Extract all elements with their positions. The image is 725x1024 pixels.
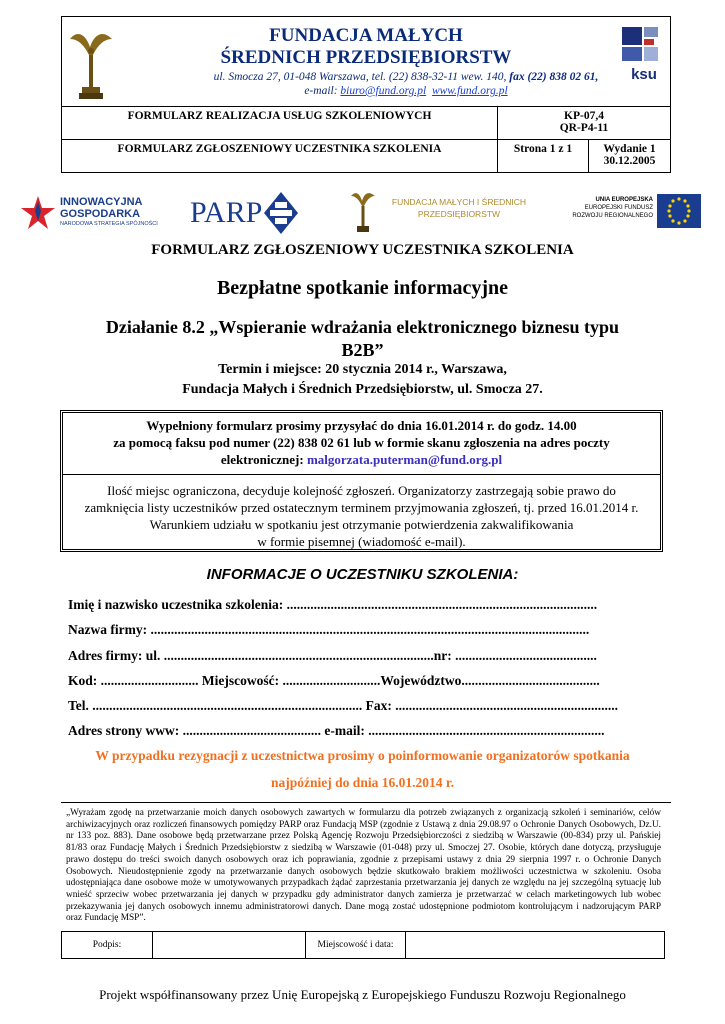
term-line2: Fundacja Małych i Średnich Przedsiębiorstw, ul. Smocza 27. [182, 382, 543, 397]
rules-line1: Ilość miejsc ograniczona, decyduje kolejność zgłoszeń. Organizatorzy zastrzegają sobie prawo do [107, 483, 616, 498]
fmsp-statue-icon [350, 188, 376, 234]
edition-cell [589, 140, 671, 173]
deadline-line2: za pomocą faksu pod numer (22) 838 02 61 lub w formie skanu zgłoszenia na adres poczty [113, 435, 610, 450]
signature-label: Podpis: [62, 932, 153, 959]
eu-line3: ROZWOJU REGIONALNEGO [572, 213, 653, 219]
parp-symbol-icon [264, 192, 298, 234]
cancellation-warning-line1: W przypadku rezygnacji z uczestnictwa prosimy o poinformowanie organizatorów spotkania [95, 748, 630, 763]
fmsp-line2: PRZEDSIĘBIORSTW [417, 209, 501, 219]
edition-date: 30.12.2005 [603, 155, 656, 167]
company-address-field[interactable]: Adres firmy: ul. ................................................................................nr: .......................................... [68, 648, 597, 663]
phone-fax-field[interactable]: Tel. ................................................................................ Fax: .................................................................. [68, 698, 618, 713]
eu-flag-icon [657, 194, 701, 228]
org-contact [182, 85, 630, 97]
document-info-table [61, 106, 671, 173]
address-text: ul. Smocza 27, 01-048 Warszawa, tel. (22) 838-32-11 wew. 140, [213, 71, 507, 83]
signature-table [61, 931, 665, 959]
email-link[interactable]: biuro@fund.org.pl [340, 85, 427, 97]
eu-line2: EUROPEJSKI FUNDUSZ [584, 205, 653, 211]
parp-logo [190, 192, 300, 236]
term-line1: Termin i miejsce: 20 stycznia 2014 r., Warszawa, [218, 362, 507, 377]
form-code-cell [498, 107, 671, 140]
innowacyjna-gospodarka-logo [20, 190, 160, 236]
deadline-line1: Wypełniony formularz prosimy przysyłać do dnia 16.01.2014 r. do godz. 14.00 [146, 418, 577, 433]
form-name-cell: FORMULARZ ZGŁOSZENIOWY UCZESTNIKA SZKOLENIA [62, 140, 498, 173]
deadline-line3 [63, 451, 660, 468]
action-line1: Działanie 8.2 „Wspieranie wdrażania elektronicznego biznesu typu [105, 317, 620, 337]
org-name-line2: ŚREDNICH PRZEDSIĘBIORSTW [220, 47, 512, 68]
form-type-cell: FORMULARZ REALIZACJA USŁUG SZKOLENIOWYCH [62, 107, 498, 140]
fmsp-line1: FUNDACJA MAŁYCH I ŚREDNICH [391, 197, 527, 207]
website-email-field[interactable]: Adres strony www: ......................................... e-mail: ...................................................................... [68, 723, 605, 738]
form-code-2: QR-P4-11 [559, 122, 609, 134]
ig-line3: NARODOWA STRATEGIA SPÓJNOŚCI [60, 221, 158, 227]
divider [61, 802, 671, 803]
ksu-logo-text: ksu [631, 66, 657, 83]
action-title [60, 316, 665, 362]
place-date-field[interactable] [406, 932, 665, 959]
ig-star-icon [20, 194, 56, 232]
event-title: Bezpłatne spotkanie informacyjne [216, 277, 509, 299]
signature-field[interactable] [153, 932, 306, 959]
fmsp-logo [350, 188, 540, 236]
org-name-line1: FUNDACJA MAŁYCH [269, 25, 463, 46]
form-title: FORMULARZ ZGŁOSZENIOWY UCZESTNIKA SZKOLENIA [151, 242, 574, 258]
parp-text: PARP [190, 196, 263, 229]
footer-text: Projekt współfinansowany przez Unię Europejską z Europejskiego Funduszu Rozwoju Regionalnego [99, 987, 626, 1002]
company-name-field[interactable]: Nazwa firmy: .................................................................................................................................. [68, 622, 590, 637]
notice-box [60, 410, 663, 552]
data-consent-text: „Wyrażam zgodę na przetwarzanie moich danych osobowych zawartych w formularzu dla potrzeb związanych z organizacją szkoleń i seminariów, celów archiwizacyjnych oraz rozliczeń finansowych pomiędzy PARP oraz Fundacją MSP (zgodnie z Ustawą z dnia 29.08.97 o Ochronie Danych Osobowych, Dz.U. nr 133 poz. 883). Dane osobowe będą przetwarzane przez Polską Agencję Rozwoju Przedsiębiorczości z siedzibą w Warszawie (00-834) przy ul. Pańskiej 81/83 oraz Fundację Małych i Średnich Przedsiębiorstw z siedzibą w Warszawie (01-048) przy ul. Smoczej 27. Osobie, których dane dotyczą, przysługuje prawo dostępu do treści swoich danych osobowych oraz ich poprawiania, zgodnie z przepisami ustawy z dnia 29 sierpnia 1997 r. o Ochronie Danych Osobowych. Nieudostępnienie zgody na przetwarzanie danych osobowych będzie skutkowało brakiem możliwości uczestnictwa w szkoleniu. Osoba udostępniająca dane osobowe może w umotywowanych przypadkach żądać zaprzestania przetwarzania jej danych ze względu na jej szczególną sytuację lub wnieść sprzeciw wobec przetwarzania jej danych w przypadku gdy administrator danych zamierza je przetwarzać w celach marketingowych lub wobec przekazywania jej danych osobowych innemu administratorowi danych. Dane mogą zostać udostępnione podmiotom kontrolującym i nadzorującym PARP oraz Fundację MSP”. [66, 808, 661, 924]
email-prefix: elektronicznej: [220, 452, 304, 467]
postal-code-city-field[interactable]: Kod: ............................. Miejscowość: .............................Województwo......................................... [68, 673, 600, 688]
cancellation-warning-line2: najpóźniej do dnia 16.01.2014 r. [271, 775, 454, 790]
rules-block [63, 475, 660, 550]
rules-line2: zamknięcia listy uczestników przed ostatecznym terminem przyjmowania zgłoszeń, tj. przed 16.01.2014 r. [84, 500, 639, 515]
rules-line4: w formie pisemnej (wiadomość e-mail). [257, 534, 466, 549]
eu-line1: UNIA EUROPEJSKA [595, 197, 653, 203]
letterhead [61, 16, 671, 107]
ig-line2: GOSPODARKA [60, 208, 141, 220]
name-field[interactable]: Imię i nazwisko uczestnika szkolenia: ............................................................................................ [68, 597, 598, 612]
ig-line1: INNOWACYJNA [60, 196, 143, 208]
fax-text: fax (22) 838 02 61, [509, 71, 599, 83]
contact-email-link[interactable]: malgorzata.puterman@fund.org.pl [306, 452, 503, 467]
action-line2: B2B” [341, 340, 384, 360]
rules-line3: Warunkiem udziału w spotkaniu jest otrzymanie potwierdzenia zakwalifikowania [149, 517, 574, 532]
ksu-logo-icon [622, 27, 666, 83]
org-address [182, 71, 630, 83]
eu-logo [563, 194, 703, 234]
page-number-cell: Strona 1 z 1 [498, 140, 589, 173]
participant-info-title: INFORMACJE O UCZESTNIKU SZKOLENIA: [206, 566, 519, 583]
edition-number: Wydanie 1 [603, 143, 656, 155]
email-label: e-mail: [304, 85, 338, 97]
deadline-block [63, 413, 660, 475]
place-date-label: Miejscowość i data: [306, 932, 406, 959]
website-link[interactable]: www.fund.org.pl [431, 85, 508, 97]
form-code-1: KP-07,4 [564, 110, 604, 122]
